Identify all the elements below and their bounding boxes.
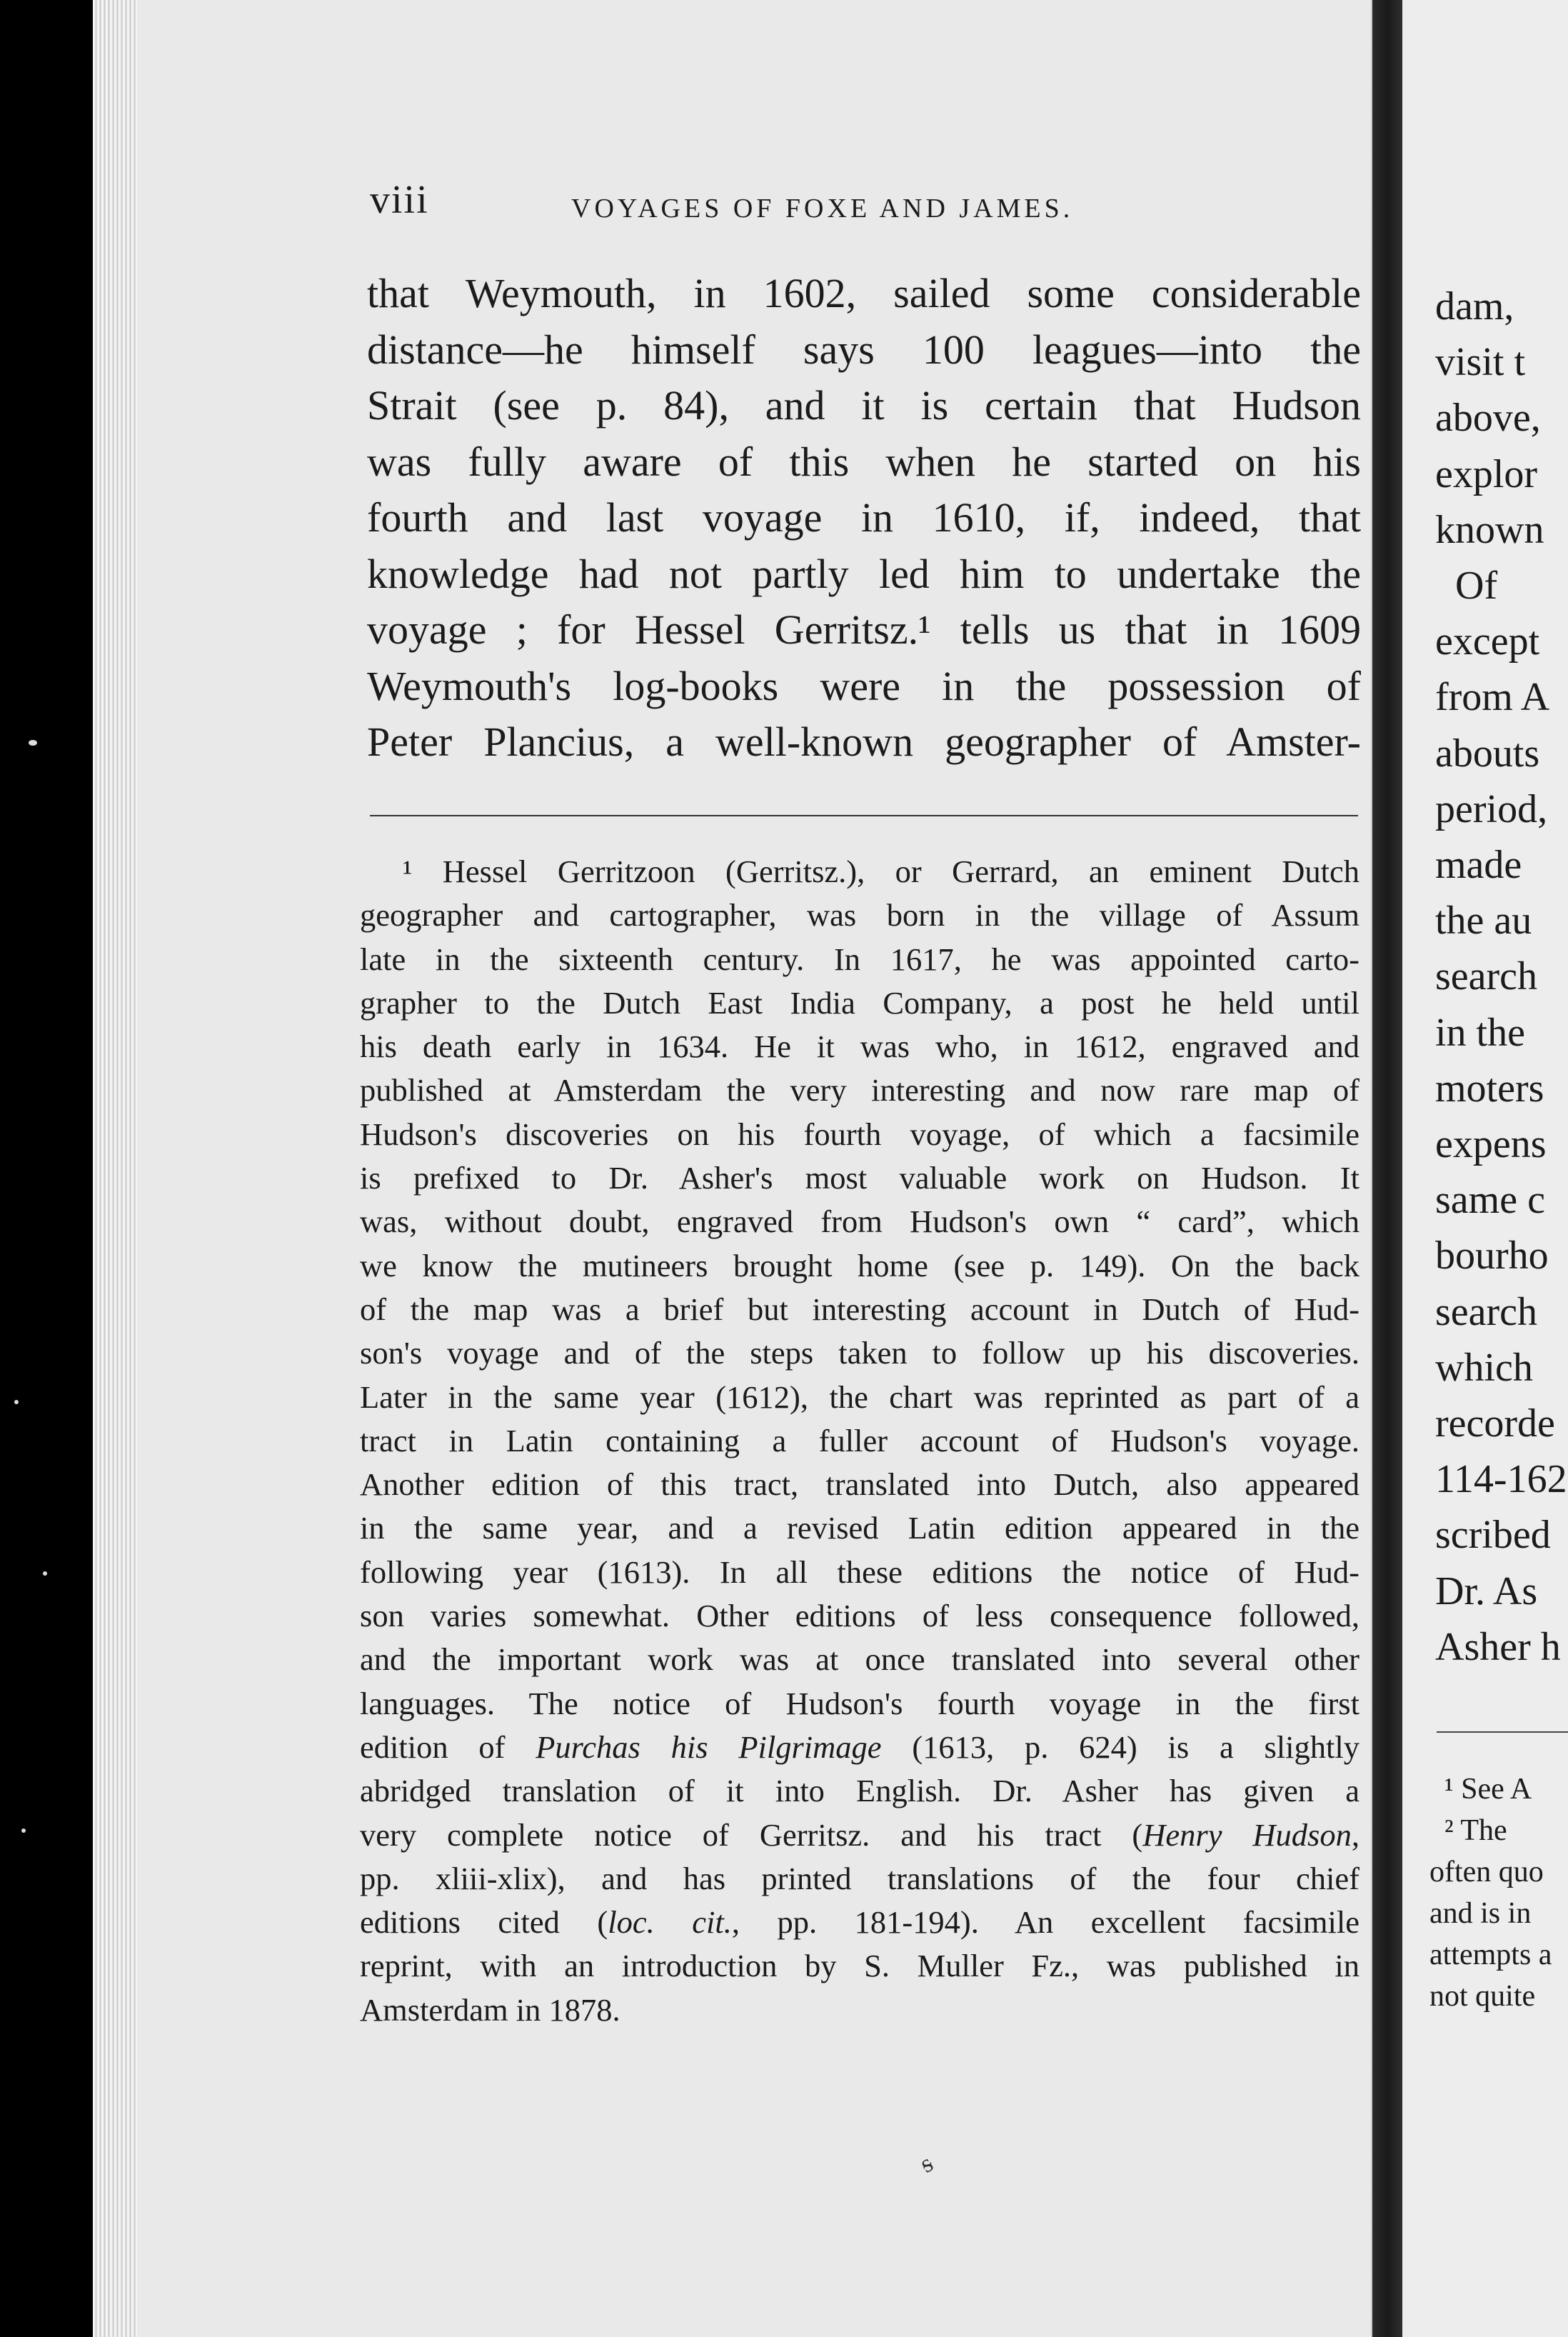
right-line: Dr. As <box>1435 1568 1538 1613</box>
right-note-line: ² The <box>1429 1814 1507 1847</box>
footnote-line: ¹ Hessel Gerritzoon (Gerritsz.), or Gerrard, an eminent Dutch <box>403 854 1360 889</box>
footnote-line: Another edition of this tract, translated into Dutch, also appeared <box>360 1466 1360 1503</box>
right-note-line: not quite <box>1429 1980 1536 2013</box>
footnote-line: tract in Latin containing a fuller account of Hudson's voyage. <box>360 1422 1360 1458</box>
footnote-line: reprint, with an introduction by S. Muller Fz., was published in <box>360 1948 1360 1984</box>
footnote-line: late in the sixteenth century. In 1617, he was appointed carto- <box>360 941 1360 977</box>
body-line: Weymouth's log-books were in the possession of <box>367 662 1361 709</box>
footnote-line: following year (1613). In all these editions the notice of Hud- <box>360 1553 1360 1590</box>
footnote-line <box>360 1726 1360 1769</box>
page-header <box>370 177 1362 234</box>
scan-speck <box>14 1400 19 1404</box>
page-edge-stack <box>93 0 137 2337</box>
body-line: was fully aware of this when he started on his <box>367 438 1361 485</box>
right-note-line: often quo <box>1429 1856 1544 1888</box>
right-line: explor <box>1435 451 1538 496</box>
book-title-henry-hudson: Henry Hudson <box>1142 1816 1352 1853</box>
body-line: knowledge had not partly led him to undertake the <box>367 550 1361 597</box>
right-line: except <box>1435 619 1540 664</box>
scan-speck <box>21 1828 26 1833</box>
footnote-line: son varies somewhat. Other editions of less consequence followed, <box>360 1598 1360 1634</box>
right-line: period, <box>1435 786 1548 831</box>
footnote-text: (1613, p. 624) is a slightly <box>881 1728 1360 1765</box>
right-line: above, <box>1435 396 1541 441</box>
footnote-line: we know the mutineers brought home (see p. 149). On the back <box>360 1247 1360 1283</box>
footnote-line <box>360 1813 1360 1857</box>
footnote-line: his death early in 1634. He it was who, in 1612, engraved and <box>360 1029 1360 1065</box>
footnote-line: languages. The notice of Hudson's fourth voyage in the first <box>360 1685 1360 1721</box>
footnote-line: is prefixed to Dr. Asher's most valuable work on Hudson. It <box>360 1160 1360 1196</box>
footnote <box>360 850 1360 2032</box>
footnote-text: edition of <box>360 1728 536 1765</box>
footnote-text: , pp. 181-194). An excellent facsimile <box>731 1904 1360 1941</box>
body-line: voyage ; for Hessel Gerritsz.¹ tells us that in 1609 <box>367 606 1361 653</box>
body-line: Peter Plancius, a well-known geographer of Amster- <box>367 719 1361 765</box>
right-page-text <box>1435 279 1568 1675</box>
right-line: moters <box>1435 1066 1544 1111</box>
footnote-line <box>360 1901 1360 1944</box>
right-line: same c <box>1435 1178 1545 1223</box>
body-line: that Weymouth, in 1602, sailed some considerable <box>367 270 1361 316</box>
citation-loc-cit: loc. cit. <box>608 1904 732 1941</box>
footnote-line: of the map was a brief but interesting account in Dutch of Hud- <box>360 1291 1360 1327</box>
right-line: search <box>1435 1289 1538 1334</box>
right-line: in the <box>1435 1010 1525 1055</box>
scan-speck <box>29 740 37 746</box>
right-line: from A <box>1435 675 1550 720</box>
footnote-line: Amsterdam in 1878. <box>360 1991 620 2028</box>
right-note-line: ¹ See A <box>1429 1773 1532 1806</box>
footnote-line: was, without doubt, engraved from Hudson's own “ card”, which <box>360 1203 1360 1240</box>
footnote-line: son's voyage and of the steps taken to follow up his discoveries. <box>360 1335 1360 1371</box>
right-line: bourho <box>1435 1233 1549 1278</box>
right-line: visit t <box>1435 340 1526 385</box>
footnote-text: , <box>1351 1816 1360 1853</box>
right-line: Of <box>1435 564 1498 609</box>
footnote-rule <box>370 815 1358 816</box>
body-text <box>367 266 1361 771</box>
right-line: recorde <box>1435 1401 1555 1446</box>
ink-mark: ᵴ <box>914 2148 938 2178</box>
running-title: VOYAGES OF FOXE AND JAMES. <box>571 194 1074 224</box>
right-line: known <box>1435 507 1544 552</box>
right-line: the au <box>1435 899 1532 944</box>
right-line: search <box>1435 954 1538 999</box>
right-line: dam, <box>1435 284 1514 329</box>
book-title-purchas: Purchas his Pilgrimage <box>536 1728 882 1765</box>
footnote-line: published at Amsterdam the very interesting and now rare map of <box>360 1072 1360 1109</box>
body-line: Strait (see p. 84), and it is certain that Hudson <box>367 382 1361 429</box>
footnote-line: and the important work was at once translated into several other <box>360 1641 1360 1678</box>
right-line: expens <box>1435 1122 1547 1167</box>
footnote-line: Hudson's discoveries on his fourth voyage, of which a facsimile <box>360 1116 1360 1152</box>
footnote-text: very complete notice of Gerritsz. and his tract ( <box>360 1816 1143 1853</box>
right-footnote-rule <box>1437 1731 1568 1733</box>
right-note-line: and is in <box>1429 1897 1532 1930</box>
right-line: scribed <box>1435 1513 1551 1558</box>
right-line: which <box>1435 1345 1533 1390</box>
right-line: abouts <box>1435 731 1540 776</box>
right-line: Asher h <box>1435 1624 1561 1669</box>
footnote-line: in the same year, and a revised Latin edition appeared in the <box>360 1510 1360 1546</box>
right-line: 114-162 <box>1435 1457 1567 1502</box>
right-line: made <box>1435 843 1522 888</box>
right-page-footnotes <box>1429 1768 1568 2017</box>
book-spine <box>1372 0 1402 2337</box>
footnote-line: grapher to the Dutch East India Company, a post he held until <box>360 984 1360 1021</box>
body-line: distance—he himself says 100 leagues—into the <box>367 326 1361 373</box>
footnote-line: geographer and cartographer, was born in the village of Assum <box>360 897 1360 934</box>
scan-speck <box>43 1571 47 1576</box>
footnote-line: Later in the same year (1612), the chart was reprinted as part of a <box>360 1378 1360 1415</box>
footnote-line: abridged translation of it into English. Dr. Asher has given a <box>360 1773 1360 1809</box>
page-number: viii <box>370 178 429 222</box>
right-note-line: attempts a <box>1429 1938 1552 1971</box>
footnote-line: pp. xliii-xlix), and has printed translations of the four chief <box>360 1860 1360 1896</box>
footnote-text: editions cited ( <box>360 1904 608 1941</box>
body-line: fourth and last voyage in 1610, if, indeed, that <box>367 494 1361 541</box>
